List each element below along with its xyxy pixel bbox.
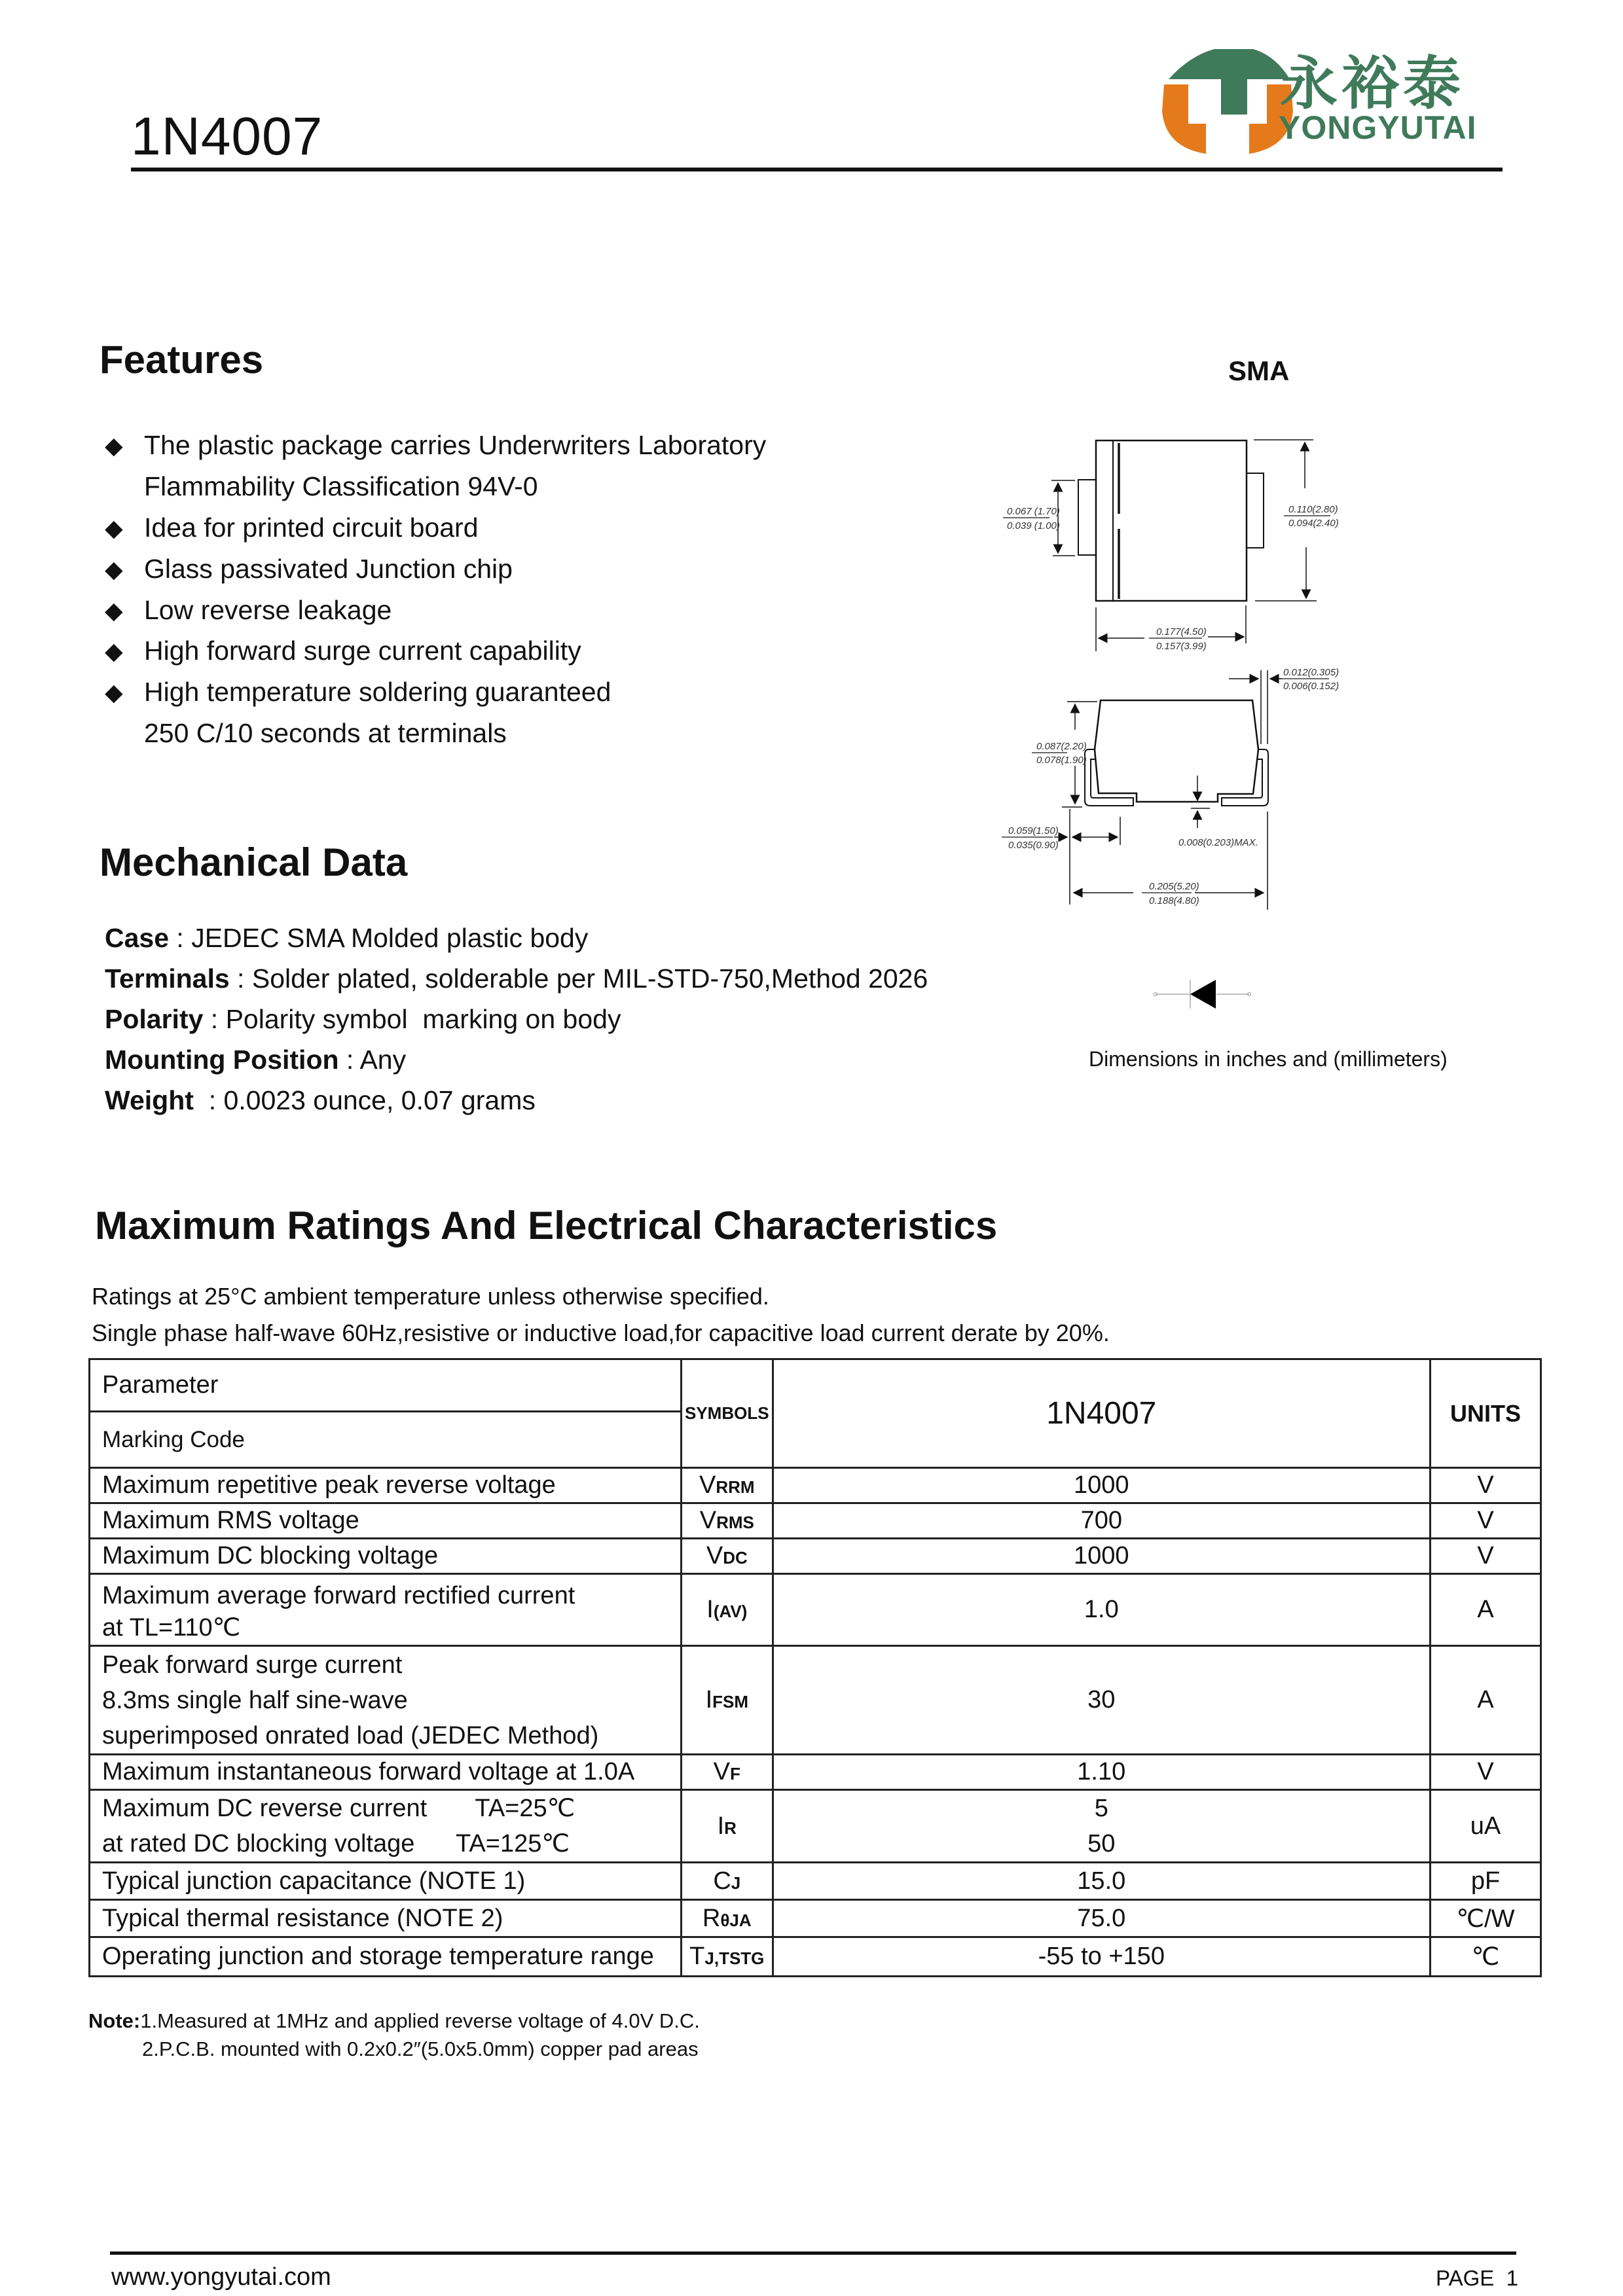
svg-text:0.078(1.90): 0.078(1.90) xyxy=(1036,755,1087,766)
features-heading: Features xyxy=(100,338,264,382)
page-number: PAGE 1 xyxy=(1436,2266,1518,2290)
mechanical-row-terminals: Terminals : Solder plated, solderable per MIL-STD-750,Method 2026 xyxy=(105,963,928,994)
table-row: Typical thermal resistance (NOTE 2) RθJA 75.0 ℃/W xyxy=(90,1900,1541,1937)
registered-mark: ® xyxy=(1246,49,1257,65)
footer-rule xyxy=(110,2251,1516,2255)
svg-text:0.087(2.20): 0.087(2.20) xyxy=(1036,741,1087,752)
svg-text:0.110(2.80): 0.110(2.80) xyxy=(1288,504,1338,515)
ratings-heading: Maximum Ratings And Electrical Characteristics xyxy=(95,1204,998,1247)
part-number-title: 1N4007 xyxy=(131,107,323,166)
diode-polarity-symbol-icon xyxy=(1154,980,1251,1009)
symbol: VDC xyxy=(682,1539,773,1574)
symbol: CJ xyxy=(682,1863,773,1900)
note-1: Note:1.Measured at 1MHz and applied reverse voltage of 4.0V D.C. xyxy=(88,2009,700,2032)
table-row: Peak forward surge current 8.3ms single half sine-wave superimposed onrated load (JEDEC Method) IFSM 30 A xyxy=(90,1646,1541,1755)
mechanical-row-polarity: Polarity : Polarity symbol marking on body xyxy=(105,1004,621,1034)
diamond-bullet-icon: ◆ xyxy=(105,679,123,706)
svg-text:0.008(0.203)MAX.: 0.008(0.203)MAX. xyxy=(1178,837,1258,848)
title-rule xyxy=(131,168,1503,171)
mechanical-row-mounting: Mounting Position : Any xyxy=(105,1045,407,1075)
ratings-table xyxy=(88,1358,1542,1977)
package-name: SMA xyxy=(1228,355,1290,386)
symbol: VRMS xyxy=(682,1503,773,1539)
feature-item: ◆ High temperature soldering guaranteed xyxy=(105,677,611,707)
mechanical-row-case: Case : JEDEC SMA Molded plastic body xyxy=(105,923,589,953)
svg-text:0.035(0.90): 0.035(0.90) xyxy=(1008,840,1059,851)
header-parameter: Parameter xyxy=(90,1359,682,1412)
footer-website-link[interactable]: www.yongyutai.com xyxy=(111,2263,331,2291)
header-marking-code: Marking Code xyxy=(90,1412,682,1468)
symbol: IR xyxy=(682,1790,773,1863)
mechanical-row-weight: Weight : 0.0023 ounce, 0.07 grams xyxy=(105,1085,536,1115)
svg-text:0.177(4.50): 0.177(4.50) xyxy=(1156,626,1207,637)
ratings-intro-line: Ratings at 25°C ambient temperature unless otherwise specified. xyxy=(92,1283,769,1310)
table-row: Maximum RMS voltage VRMS 700 V xyxy=(90,1503,1541,1539)
ratings-intro-line: Single phase half-wave 60Hz,resistive or inductive load,for capacitive load current derate by 20%. xyxy=(92,1319,1110,1346)
table-row: Operating junction and storage temperature range TJ,TSTG -55 to +150 ℃ xyxy=(90,1937,1541,1977)
svg-text:0.094(2.40): 0.094(2.40) xyxy=(1288,518,1339,529)
header-units: UNITS xyxy=(1431,1359,1541,1468)
svg-text:0.205(5.20): 0.205(5.20) xyxy=(1149,881,1199,892)
note-2: 2.P.C.B. mounted with 0.2x0.2″(5.0x5.0mm) copper pad areas xyxy=(142,2037,699,2060)
svg-text:0.067 (1.70): 0.067 (1.70) xyxy=(1007,506,1060,517)
feature-item-continuation: 250 C/10 seconds at terminals xyxy=(144,718,507,748)
diamond-bullet-icon: ◆ xyxy=(105,432,123,459)
diamond-bullet-icon: ◆ xyxy=(105,597,123,624)
diamond-bullet-icon: ◆ xyxy=(105,556,123,583)
header-part-number: 1N4007 xyxy=(773,1359,1430,1468)
mechanical-data-heading: Mechanical Data xyxy=(100,840,408,884)
header-symbols: SYMBOLS xyxy=(682,1359,773,1468)
feature-item: ◆ Glass passivated Junction chip xyxy=(105,554,513,584)
table-row: Maximum DC blocking voltage VDC 1000 V xyxy=(90,1539,1541,1574)
svg-text:0.059(1.50): 0.059(1.50) xyxy=(1008,825,1059,836)
feature-item: ◆ High forward surge current capability xyxy=(105,636,581,666)
svg-text:0.157(3.99): 0.157(3.99) xyxy=(1156,641,1207,652)
symbol: VF xyxy=(682,1755,773,1790)
svg-text:0.006(0.152): 0.006(0.152) xyxy=(1283,681,1340,692)
svg-text:0.012(0.305): 0.012(0.305) xyxy=(1283,667,1340,678)
symbol: IFSM xyxy=(682,1646,773,1755)
notes xyxy=(88,2007,700,2063)
dimensions-caption: Dimensions in inches and (millimeters) xyxy=(1089,1047,1448,1071)
feature-item: ◆ The plastic package carries Underwriters Laboratory xyxy=(105,430,767,460)
diamond-bullet-icon: ◆ xyxy=(105,514,123,541)
mechanical-data-list xyxy=(105,925,989,1128)
brand-name-en: YONGYUTAI xyxy=(1279,109,1477,146)
symbol: VRRM xyxy=(682,1468,773,1503)
svg-text:0.188(4.80): 0.188(4.80) xyxy=(1149,895,1199,906)
table-row: Maximum instantaneous forward voltage at 1.0A VF 1.10 V xyxy=(90,1755,1541,1790)
table-header-row xyxy=(90,1359,1541,1412)
table-row: Typical junction capacitance (NOTE 1) CJ 15.0 pF xyxy=(90,1863,1541,1900)
table-row: Maximum average forward rectified current at TL=110℃ I(AV) 1.0 A xyxy=(90,1574,1541,1646)
diamond-bullet-icon: ◆ xyxy=(105,637,123,664)
features-list xyxy=(101,432,920,761)
symbol: TJ,TSTG xyxy=(682,1937,773,1977)
svg-text:0.039 (1.00): 0.039 (1.00) xyxy=(1007,520,1060,531)
feature-item: ◆ Idea for printed circuit board xyxy=(105,512,479,543)
brand-name-cn: 永裕泰 xyxy=(1280,51,1465,116)
table-row: Maximum repetitive peak reverse voltage VRRM 1000 V xyxy=(90,1468,1541,1503)
symbol: RθJA xyxy=(682,1900,773,1937)
feature-item-continuation: Flammability Classification 94V-0 xyxy=(144,471,538,501)
table-row: Maximum DC reverse current TA=25℃ at rated DC blocking voltage TA=125℃ IR 5 50 uA xyxy=(90,1790,1541,1863)
sma-package-drawing xyxy=(995,419,1558,1073)
symbol: I(AV) xyxy=(682,1574,773,1646)
feature-item: ◆ Low reverse leakage xyxy=(105,595,392,625)
